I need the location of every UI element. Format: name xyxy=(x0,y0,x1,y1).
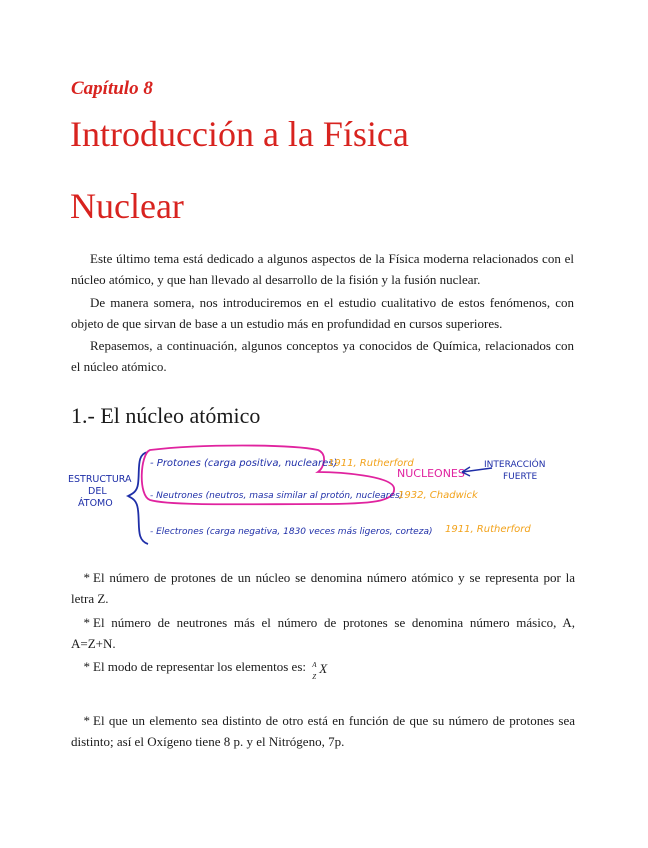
notes-neutrons-year: 1932, Chadwick xyxy=(398,490,478,501)
intro-paragraph-2 xyxy=(71,292,574,334)
notes-interaction-2: FUERTE xyxy=(503,472,538,482)
bullet-element-identity xyxy=(71,710,575,752)
bullet-element-identity-text: El que un elemento sea distinto de otro está en función de que su número de protones sea distinto; así el Oxígeno tiene 8 p. y el Nitrógeno, 7p. xyxy=(71,713,575,749)
notes-left-label-1: ESTRUCTURA xyxy=(68,474,132,485)
chapter-label: Capítulo 8 xyxy=(71,78,153,99)
bullet-notation-text: El modo de representar los elementos es: xyxy=(93,659,306,674)
notes-left-label-3: ÁTOMO xyxy=(78,498,113,509)
notes-nucleons: NUCLEONES xyxy=(397,467,465,480)
chapter-title-line2: Nuclear xyxy=(70,186,184,226)
bullet-atomic-number xyxy=(71,567,575,609)
intro-paragraph-1-text: Este último tema está dedicado a algunos aspectos de la Física moderna relacionados con el núcleo atómico, y que han llevado al desarrollo de la fisión y la fusión nuclear. xyxy=(71,251,574,287)
notes-protons: - Protones (carga positiva, nucleares) xyxy=(150,458,338,469)
intro-paragraph-2-text: De manera somera, nos introduciremos en el estudio cualitativo de estos fenómenos, con objeto de que sirvan de base a un estudio más en profundidad en cursos superiores. xyxy=(71,295,574,331)
bullet-marker: * xyxy=(83,570,90,585)
intro-paragraph-3 xyxy=(71,335,574,377)
intro-paragraph-3-text: Repasemos, a continuación, algunos conceptos ya conocidos de Química, relacionados con el núcleo atómico. xyxy=(71,338,574,374)
section-heading: 1.- El núcleo atómico xyxy=(71,403,261,428)
curly-brace xyxy=(128,452,148,544)
bullet-marker: * xyxy=(83,615,90,630)
bullet-marker: * xyxy=(83,713,90,728)
handwritten-notes xyxy=(0,440,648,560)
isotope-element: X xyxy=(319,661,328,676)
isotope-mass: A xyxy=(312,661,317,669)
intro-paragraph-1 xyxy=(71,248,574,290)
isotope-atomic: Z xyxy=(312,673,317,681)
bullet-mass-number-text: El número de neutrones más el número de protones se denomina número másico, A, A=Z+N. xyxy=(71,615,575,651)
notes-protons-year: 1911, Rutherford xyxy=(328,458,414,469)
bullet-marker: * xyxy=(83,659,90,674)
notes-neutrons: - Neutrones (neutros, masa similar al protón, nucleares) xyxy=(150,491,404,501)
chapter-title-line1: Introducción a la Física xyxy=(70,114,409,154)
bullet-notation xyxy=(71,656,575,681)
notes-electrons: - Electrones (carga negativa, 1830 veces más ligeros, corteza) xyxy=(150,527,433,537)
isotope-symbol xyxy=(309,658,331,681)
notes-left-label-2: DEL xyxy=(88,486,107,497)
bullet-mass-number xyxy=(71,612,575,654)
notes-interaction-1: INTERACCIÓN xyxy=(484,460,546,470)
notes-electrons-year: 1911, Rutherford xyxy=(445,524,531,535)
bullet-atomic-number-text: El número de protones de un núcleo se denomina número atómico y se representa por la letra Z. xyxy=(71,570,575,606)
